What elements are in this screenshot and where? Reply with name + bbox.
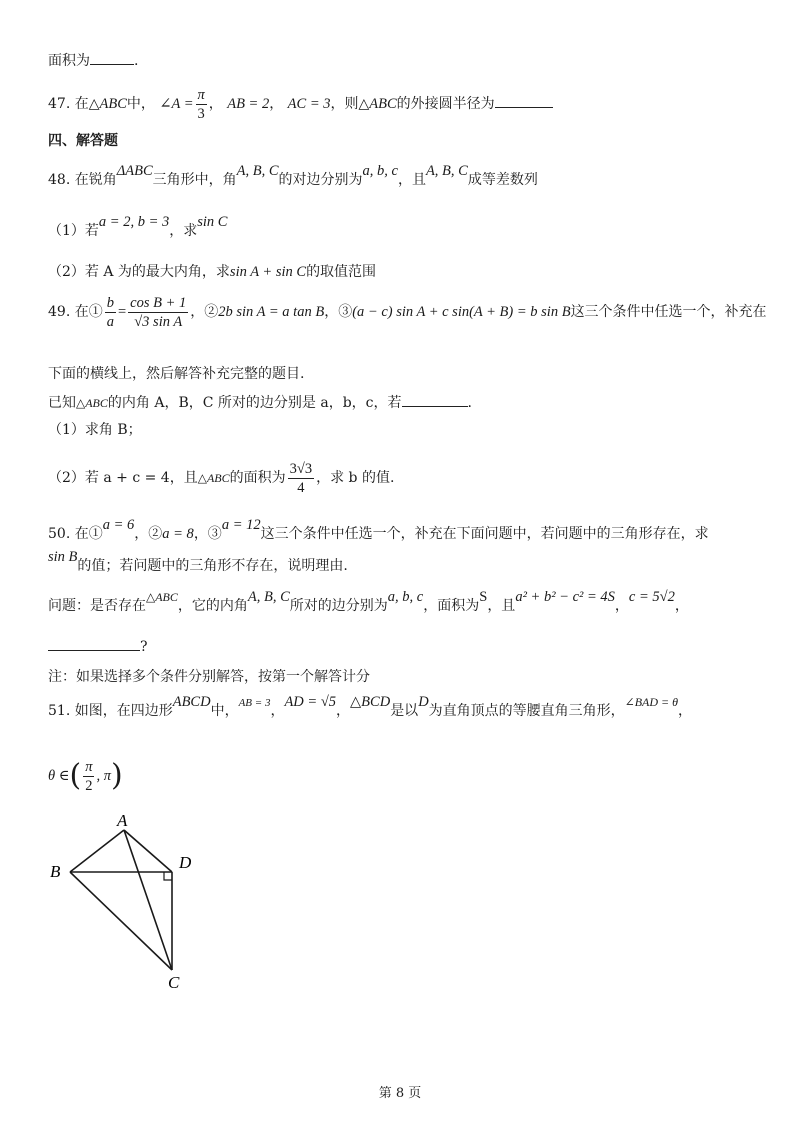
page-footer: 第 8 页 [378,1086,422,1101]
question-51-range: θ ∈( $\frac{\pi}{2}$ , π) [48,758,123,794]
label-b: B [50,862,61,881]
label-d: D [179,853,192,872]
question-50-line2: sin B的值；若问题中的三角形不存在，说明理由. [48,549,348,574]
question-51: 51. 如图，在四边形ABCD中，$^{AB = 3}$，AD = √5，△BCD是以D为直角顶点的等腰直角三角形，∠BAD = θ， [48,694,693,719]
segment-ab [70,830,124,872]
question-49-part2: （2）若 a + c = 4，且△ABC的面积为 $\frac{3√3}{4}$ ，求 b 的值. [48,460,395,496]
question-49-part1: （1）求角 B； [48,422,142,438]
section-title: 四、解答题 [48,133,118,149]
line-area-fill: 面积为 . [48,50,138,71]
answer-blank [90,50,134,65]
question-47: 47. 在△ABC中， ∠A = $\frac{\pi}{3}$ ， AB = 2， AC = 3，则△ABC的外接圆半径为 [48,84,553,124]
label-a: A [117,811,128,830]
pi-over-3: $\frac{\pi}{3}$ [197,86,205,122]
question-50-line3: 问题：是否存在△ABC，它的内角A, B, C所对的边分别为a, b, c，面积为S，且a² + b² − c² = 4S，c = 5√2， [48,589,689,614]
fraction-cosb: $\frac{\text{cos B + 1}}{\text{√3 sin A}}$ [130,294,187,330]
label-c: C [168,973,180,992]
question-49: 49. 在① $\frac{b}{a}$ = $\frac{\text{cos B + 1}}{\text{√3 sin A}}$ ，②2b sin A = a tan B，③(a − c) sin A + c sin(A + B) = b sin B这三个条件中任选一个，补充在 [48,294,767,330]
question-48-part1: （1）若a = 2, b = 3，求sin C [48,214,228,239]
answer-blank [495,93,553,108]
fraction-b-over-a: $\frac{b}{a}$ [106,294,114,330]
segment-bc [70,872,172,970]
pi-over-2: $\frac{\pi}{2}$ [85,758,93,794]
answer-blank [48,636,140,651]
right-angle-mark [164,872,172,880]
fraction-area: $\frac{3√3}{4}$ [289,460,313,496]
question-50: 50. 在①a = 6，②a = 8，③a = 12这三个条件中任选一个，补充在下面问题中，若问题中的三角形存在，求 [48,517,709,542]
quadrilateral-figure [40,808,220,998]
question-50-note: 注：如果选择多个条件分别解答，按第一个解答计分 [48,669,370,685]
question-49-line2: 下面的横线上，然后解答补充完整的题目. [48,366,305,382]
question-50-line4: ? [48,636,148,657]
question-48: 48. 在锐角ΔABC三角形中，角A, B, C的对边分别为a, b, c，且A, B, C成等差数列 [48,163,538,188]
angle-a: ∠A = [159,96,194,112]
answer-blank [402,392,468,407]
question-48-part2: （2）若 A 为的最大内角，求sin A + sin C的取值范围 [48,264,377,280]
question-49-line3: 已知△ABC的内角 A，B，C 所对的边分别是 a，b，c，若 . [48,392,472,413]
